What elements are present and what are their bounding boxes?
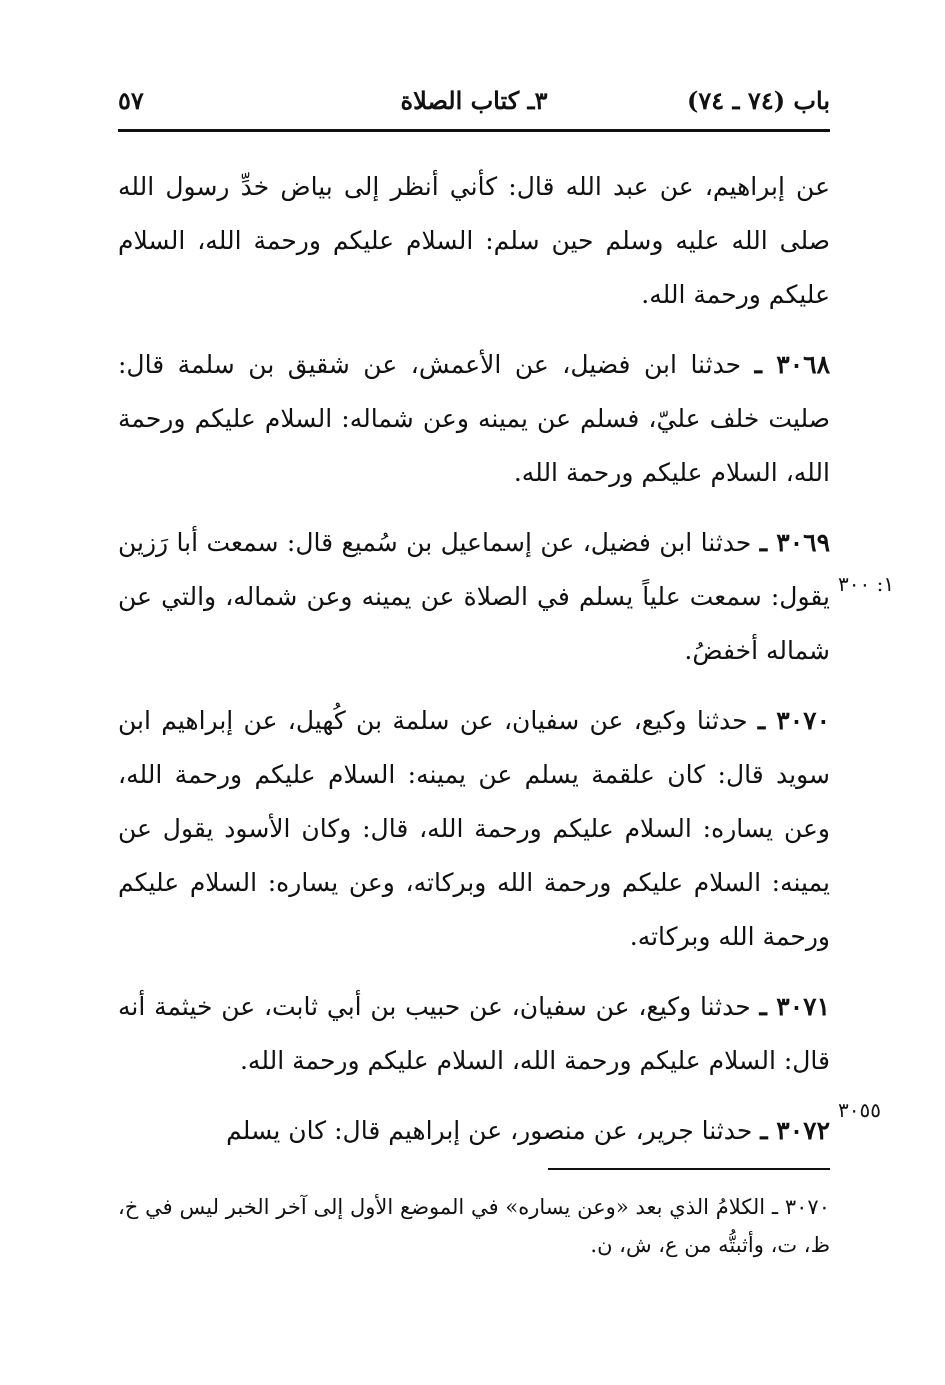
paragraph (118, 160, 830, 322)
hadith-text: حدثنا جرير، عن منصور، عن إبراهيم قال: كان يسلم (226, 1116, 761, 1145)
book-title: ٣ـ كتاب الصلاة (400, 86, 548, 115)
hadith-3070 (118, 694, 830, 964)
hadith-number: ٣٠٦٨ ـ (754, 350, 830, 379)
hadith-number: ٣٠٧٢ ـ (760, 1116, 830, 1145)
hadith-text: حدثنا وكيع، عن سفيان، عن سلمة بن كُهيل، عن إبراهيم ابن سويد قال: كان علقمة يسلم عن يمينه: السلام عليكم ورحمة الله، وعن يساره: السلام عليكم ورحمة الله، قال: وكان الأسود يقول عن يمينه: السلام عليكم ورحمة الله وبركاته، وعن يساره: السلام عليكم ورحمة الله وبركاته. (118, 706, 830, 951)
hadith-3068 (118, 338, 830, 500)
hadith-3071 (118, 980, 830, 1088)
running-header (118, 86, 830, 126)
margin-reference: ١: ٣٠٠ (838, 572, 895, 596)
hadith-number: ٣٠٦٩ ـ (759, 528, 830, 557)
hadith-number: ٣٠٧٠ ـ (757, 706, 831, 735)
paragraph-text: عن إبراهيم، عن عبد الله قال: كأني أنظر إلى بياض خدِّ رسول الله صلى الله عليه وسلم حين سلم: السلام عليكم ورحمة الله، السلام عليكم ورحمة الله. (118, 172, 830, 309)
main-text (118, 160, 830, 1174)
hadith-3072 (118, 1104, 830, 1158)
header-rule (118, 129, 830, 132)
hadith-text: حدثنا وكيع، عن سفيان، عن حبيب بن أبي ثابت، عن خيثمة أنه قال: السلام عليكم ورحمة الله، السلام عليكم ورحمة الله. (118, 992, 830, 1075)
hadith-number: ٣٠٧١ ـ (759, 992, 830, 1021)
footnote: ٣٠٧٠ ـ الكلامُ الذي بعد «وعن يساره» في الموضع الأول إلى آخر الخبر ليس في خ، ظ، ت، وأثبتُّه من ع، ش، ن. (118, 1195, 830, 1257)
chapter-reference: باب (٧٤ ـ ٧٤) (687, 86, 830, 115)
hadith-text: حدثنا ابن فضيل، عن الأعمش، عن شقيق بن سلمة قال: صليت خلف عليّ، فسلم عن يمينه وعن شماله: السلام عليكم ورحمة الله، السلام عليكم ورحمة الله. (118, 350, 830, 487)
margin-reference: ٣٠٥٥ (838, 1098, 881, 1122)
hadith-3069 (118, 516, 830, 678)
page-number: ٥٧ (118, 86, 144, 115)
footnote-rule (548, 1168, 830, 1170)
hadith-text: حدثنا ابن فضيل، عن إسماعيل بن سُميع قال: سمعت أبا رَزين يقول: سمعت علياً يسلم في الصلاة عن يمينه وعن شماله، والتي عن شماله أخفضُ. (118, 528, 830, 665)
